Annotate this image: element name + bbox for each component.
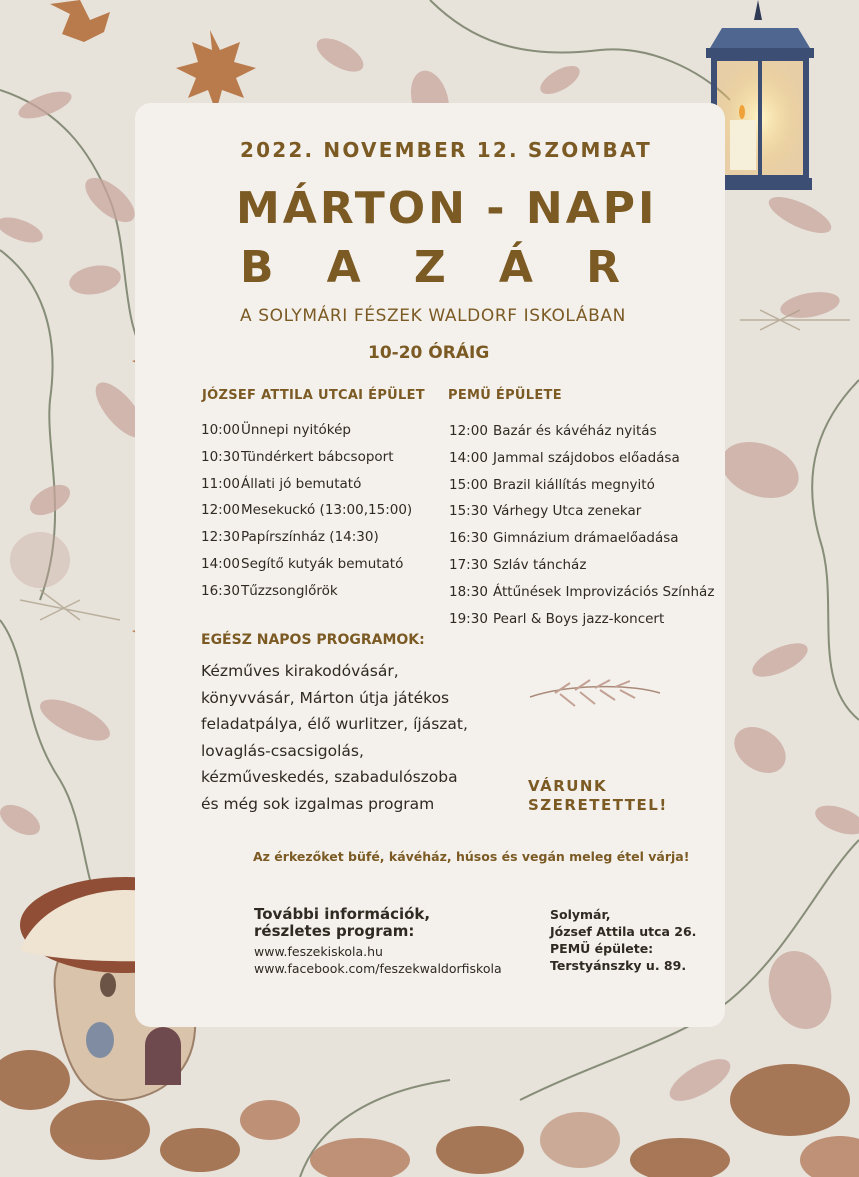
schedule-event: Jammal szájdobos előadása bbox=[493, 449, 680, 466]
info-heading bbox=[254, 906, 430, 940]
schedule-time: 17:30 bbox=[449, 557, 488, 573]
schedule-time: 16:30 bbox=[449, 530, 488, 547]
title-letter: B bbox=[240, 242, 274, 293]
info-heading-line: részletes program: bbox=[254, 922, 415, 940]
schedule-event: Segítő kutyák bemutató bbox=[241, 556, 404, 572]
left-column-heading: JÓZSEF ATTILA UTCAI ÉPÜLET bbox=[202, 388, 425, 403]
schedule-event: Papírszínház (14:30) bbox=[241, 529, 379, 546]
schedule-time: 18:30 bbox=[449, 583, 488, 600]
schedule-item bbox=[449, 557, 586, 573]
schedule-item bbox=[201, 476, 361, 492]
event-hours: 10-20 ÓRÁIG bbox=[368, 343, 490, 363]
schedule-item bbox=[449, 423, 657, 439]
food-invitation: Az érkezőket büfé, kávéház, húsos és vegán meleg étel várja! bbox=[253, 849, 690, 864]
schedule-time: 12:30 bbox=[201, 529, 240, 546]
address-line: Solymár, bbox=[550, 907, 611, 922]
address-line: PEMÜ épülete: bbox=[550, 941, 654, 956]
schedule-time: 10:30 bbox=[201, 448, 240, 465]
address-line: József Attila utca 26. bbox=[550, 924, 697, 939]
schedule-event: Állati jó bemutató bbox=[241, 475, 362, 492]
schedule-item bbox=[201, 529, 379, 545]
schedule-event: Brazil kiállítás megnyitó bbox=[493, 476, 655, 493]
schedule-item bbox=[201, 449, 394, 465]
schedule-time: 14:00 bbox=[201, 556, 240, 572]
schedule-time: 12:00 bbox=[449, 423, 488, 439]
schedule-time: 15:30 bbox=[449, 503, 488, 520]
right-column-heading: PEMÜ ÉPÜLETE bbox=[448, 388, 562, 403]
schedule-item bbox=[201, 502, 412, 518]
schedule-item bbox=[201, 556, 403, 572]
schedule-item bbox=[201, 583, 338, 599]
schedule-item bbox=[449, 477, 655, 493]
welcome-line: SZERETETTEL! bbox=[528, 796, 668, 814]
address-line: Terstyánszky u. 89. bbox=[550, 958, 687, 973]
schedule-item bbox=[449, 450, 680, 466]
schedule-item bbox=[201, 422, 351, 438]
schedule-event: Gimnázium drámaelőadása bbox=[493, 530, 679, 547]
website-link[interactable]: www.feszekiskola.hu bbox=[254, 944, 383, 959]
schedule-event: Tűzzsonglőrök bbox=[241, 582, 338, 599]
schedule-event: Pearl & Boys jazz-koncert bbox=[493, 610, 665, 627]
all-day-programs: Kézműves kirakodóvásár, könyvvásár, Márton útja játékos feladatpálya, élő wurlitzer, íjászat, lovaglás-csacsigolás, kézműveskedés, szabadulószoba és még sok izgalmas program bbox=[201, 662, 468, 813]
title-line-1: MÁRTON - NAPI bbox=[236, 183, 658, 234]
schedule-item bbox=[449, 530, 679, 546]
schedule-item bbox=[449, 503, 641, 519]
schedule-time: 12:00 bbox=[201, 502, 240, 519]
title-letter: A bbox=[326, 242, 361, 293]
event-date: 2022. NOVEMBER 12. SZOMBAT bbox=[240, 138, 652, 162]
event-subtitle: A SOLYMÁRI FÉSZEK WALDORF ISKOLÁBAN bbox=[240, 306, 626, 326]
welcome-line: VÁRUNK bbox=[528, 777, 608, 795]
feather-icon bbox=[525, 675, 665, 715]
schedule-time: 16:30 bbox=[201, 582, 240, 599]
venue-address bbox=[550, 906, 696, 974]
schedule-event: Ünnepi nyitókép bbox=[241, 422, 351, 438]
title-line-2 bbox=[240, 242, 620, 293]
all-day-heading: EGÉSZ NAPOS PROGRAMOK: bbox=[201, 632, 425, 648]
schedule-event: Várhegy Utca zenekar bbox=[493, 503, 642, 520]
schedule-time: 14:00 bbox=[449, 449, 488, 466]
schedule-event: Bazár és kávéház nyitás bbox=[493, 423, 657, 439]
schedule-event: Tündérkert bábcsoport bbox=[241, 448, 394, 465]
schedule-time: 15:00 bbox=[449, 476, 488, 493]
info-heading-line: További információk, bbox=[254, 905, 431, 923]
welcome-message bbox=[528, 777, 668, 815]
schedule-item bbox=[449, 611, 664, 627]
title-letter: Z bbox=[413, 242, 446, 293]
facebook-link[interactable]: www.facebook.com/feszekwaldorfiskola bbox=[254, 961, 502, 976]
title-letter: R bbox=[586, 242, 620, 293]
schedule-time: 11:00 bbox=[201, 475, 240, 492]
schedule-event: Áttűnések Improvizációs Színház bbox=[493, 583, 715, 600]
schedule-event: Szláv táncház bbox=[493, 557, 587, 573]
schedule-event: Mesekuckó (13:00,15:00) bbox=[241, 502, 413, 519]
title-letter: Á bbox=[498, 242, 533, 293]
schedule-time: 10:00 bbox=[201, 422, 240, 438]
schedule-item bbox=[449, 584, 714, 600]
schedule-time: 19:30 bbox=[449, 610, 488, 627]
